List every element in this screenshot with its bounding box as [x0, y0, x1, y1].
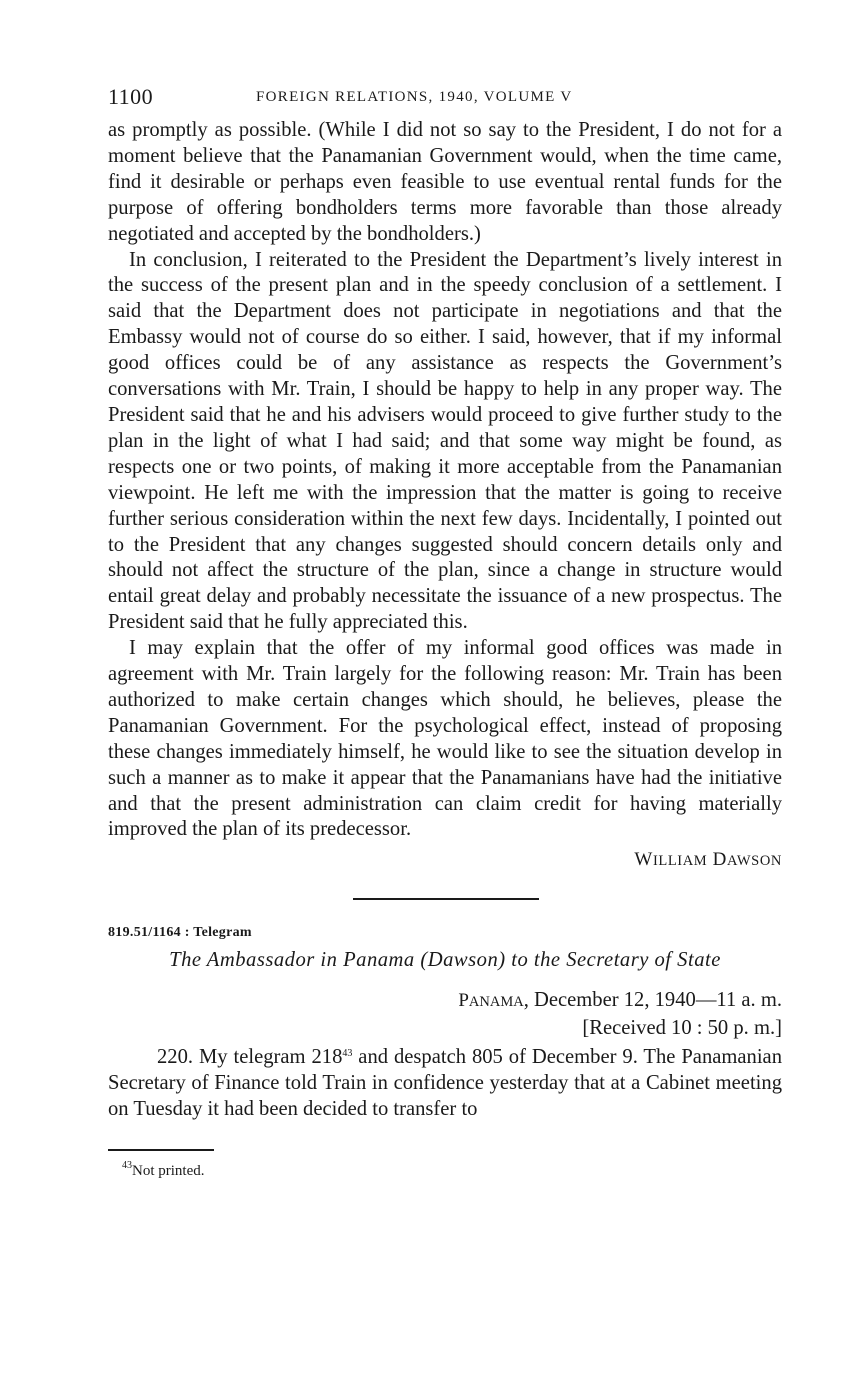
running-title: FOREIGN RELATIONS, 1940, VOLUME V: [256, 89, 573, 105]
document-heading: The Ambassador in Panama (Dawson) to the Secretary of State: [169, 949, 721, 972]
dateline: PANAMA, December 12, 1940—11 a. m.: [458, 989, 782, 1012]
section-divider: [353, 898, 539, 900]
signature: WILLIAM DAWSON: [634, 849, 782, 871]
body-paragraph: as promptly as possible. (While I did not so say to the President, I do not for a moment believe that the Panamanian Government would, when the time came, find it desirable or perhaps even feasible to use eventual rental funds for the purpose of offering bondholders terms more favorable than those already negotiated and accepted by the bondholders.): [108, 119, 782, 245]
telegram-body: 220. My telegram 218$^{43}$ and despatch 805 of December 9. The Panamanian Secretary of Finance told Train in confidence yesterday that at a Cabinet meeting on Tuesday it had been decided to transfer to: [108, 1046, 782, 1121]
letter-body: [108, 118, 782, 843]
document-page: [108, 84, 782, 1180]
running-head: [108, 84, 782, 118]
received-time: [Received 10 : 50 p. m.]: [582, 1016, 782, 1039]
page-number: 1100: [108, 84, 154, 109]
file-reference: 819.51/1164 : Telegram: [108, 925, 252, 941]
body-paragraph: I may explain that the offer of my informal good offices was made in agreement with Mr. Train largely for the following reason: Mr. Train has been authorized to make certain changes which should, he believes, please the Panamanian Government. For the psychological effect, instead of proposing these changes immediately himself, he would like to see the situation develop in such a manner as to make it appear that the Panamanians have had the initiative and that the present administration can claim credit for having materially improved the plan of its predecessor.: [108, 637, 782, 841]
footnote-rule: [108, 1149, 214, 1151]
footnote: [122, 1159, 782, 1180]
body-paragraph: In conclusion, I reiterated to the President the Department’s lively interest in the success of the present plan and in the speedy conclusion of a settlement. I said that the Department does not participate in negotiations and that the Embassy would not of course do so either. I said, however, that if my informal good offices could be of any assistance as respects the Government’s conversations with Mr. Train, I should be happy to help in any proper way. The President said that he and his advisers would proceed to give further study to the plan in the light of what I had said; and that some way might be found, as respects one or two points, of making it more acceptable from the Panamanian viewpoint. He left me with the impression that the matter is going to receive further serious consideration within the next few days. Incidentally, I pointed out to the President that any changes suggested should concern details only and should not affect the structure of the plan, since a change in structure would entail great delay and probably necessitate the issuance of a new prospectus. The President said that he fully appreciated this.: [108, 248, 782, 634]
footnote-reference: 43: [342, 1048, 353, 1060]
footnote-text: Not printed.: [132, 1162, 205, 1179]
footnote-mark: 43: [122, 1159, 132, 1171]
